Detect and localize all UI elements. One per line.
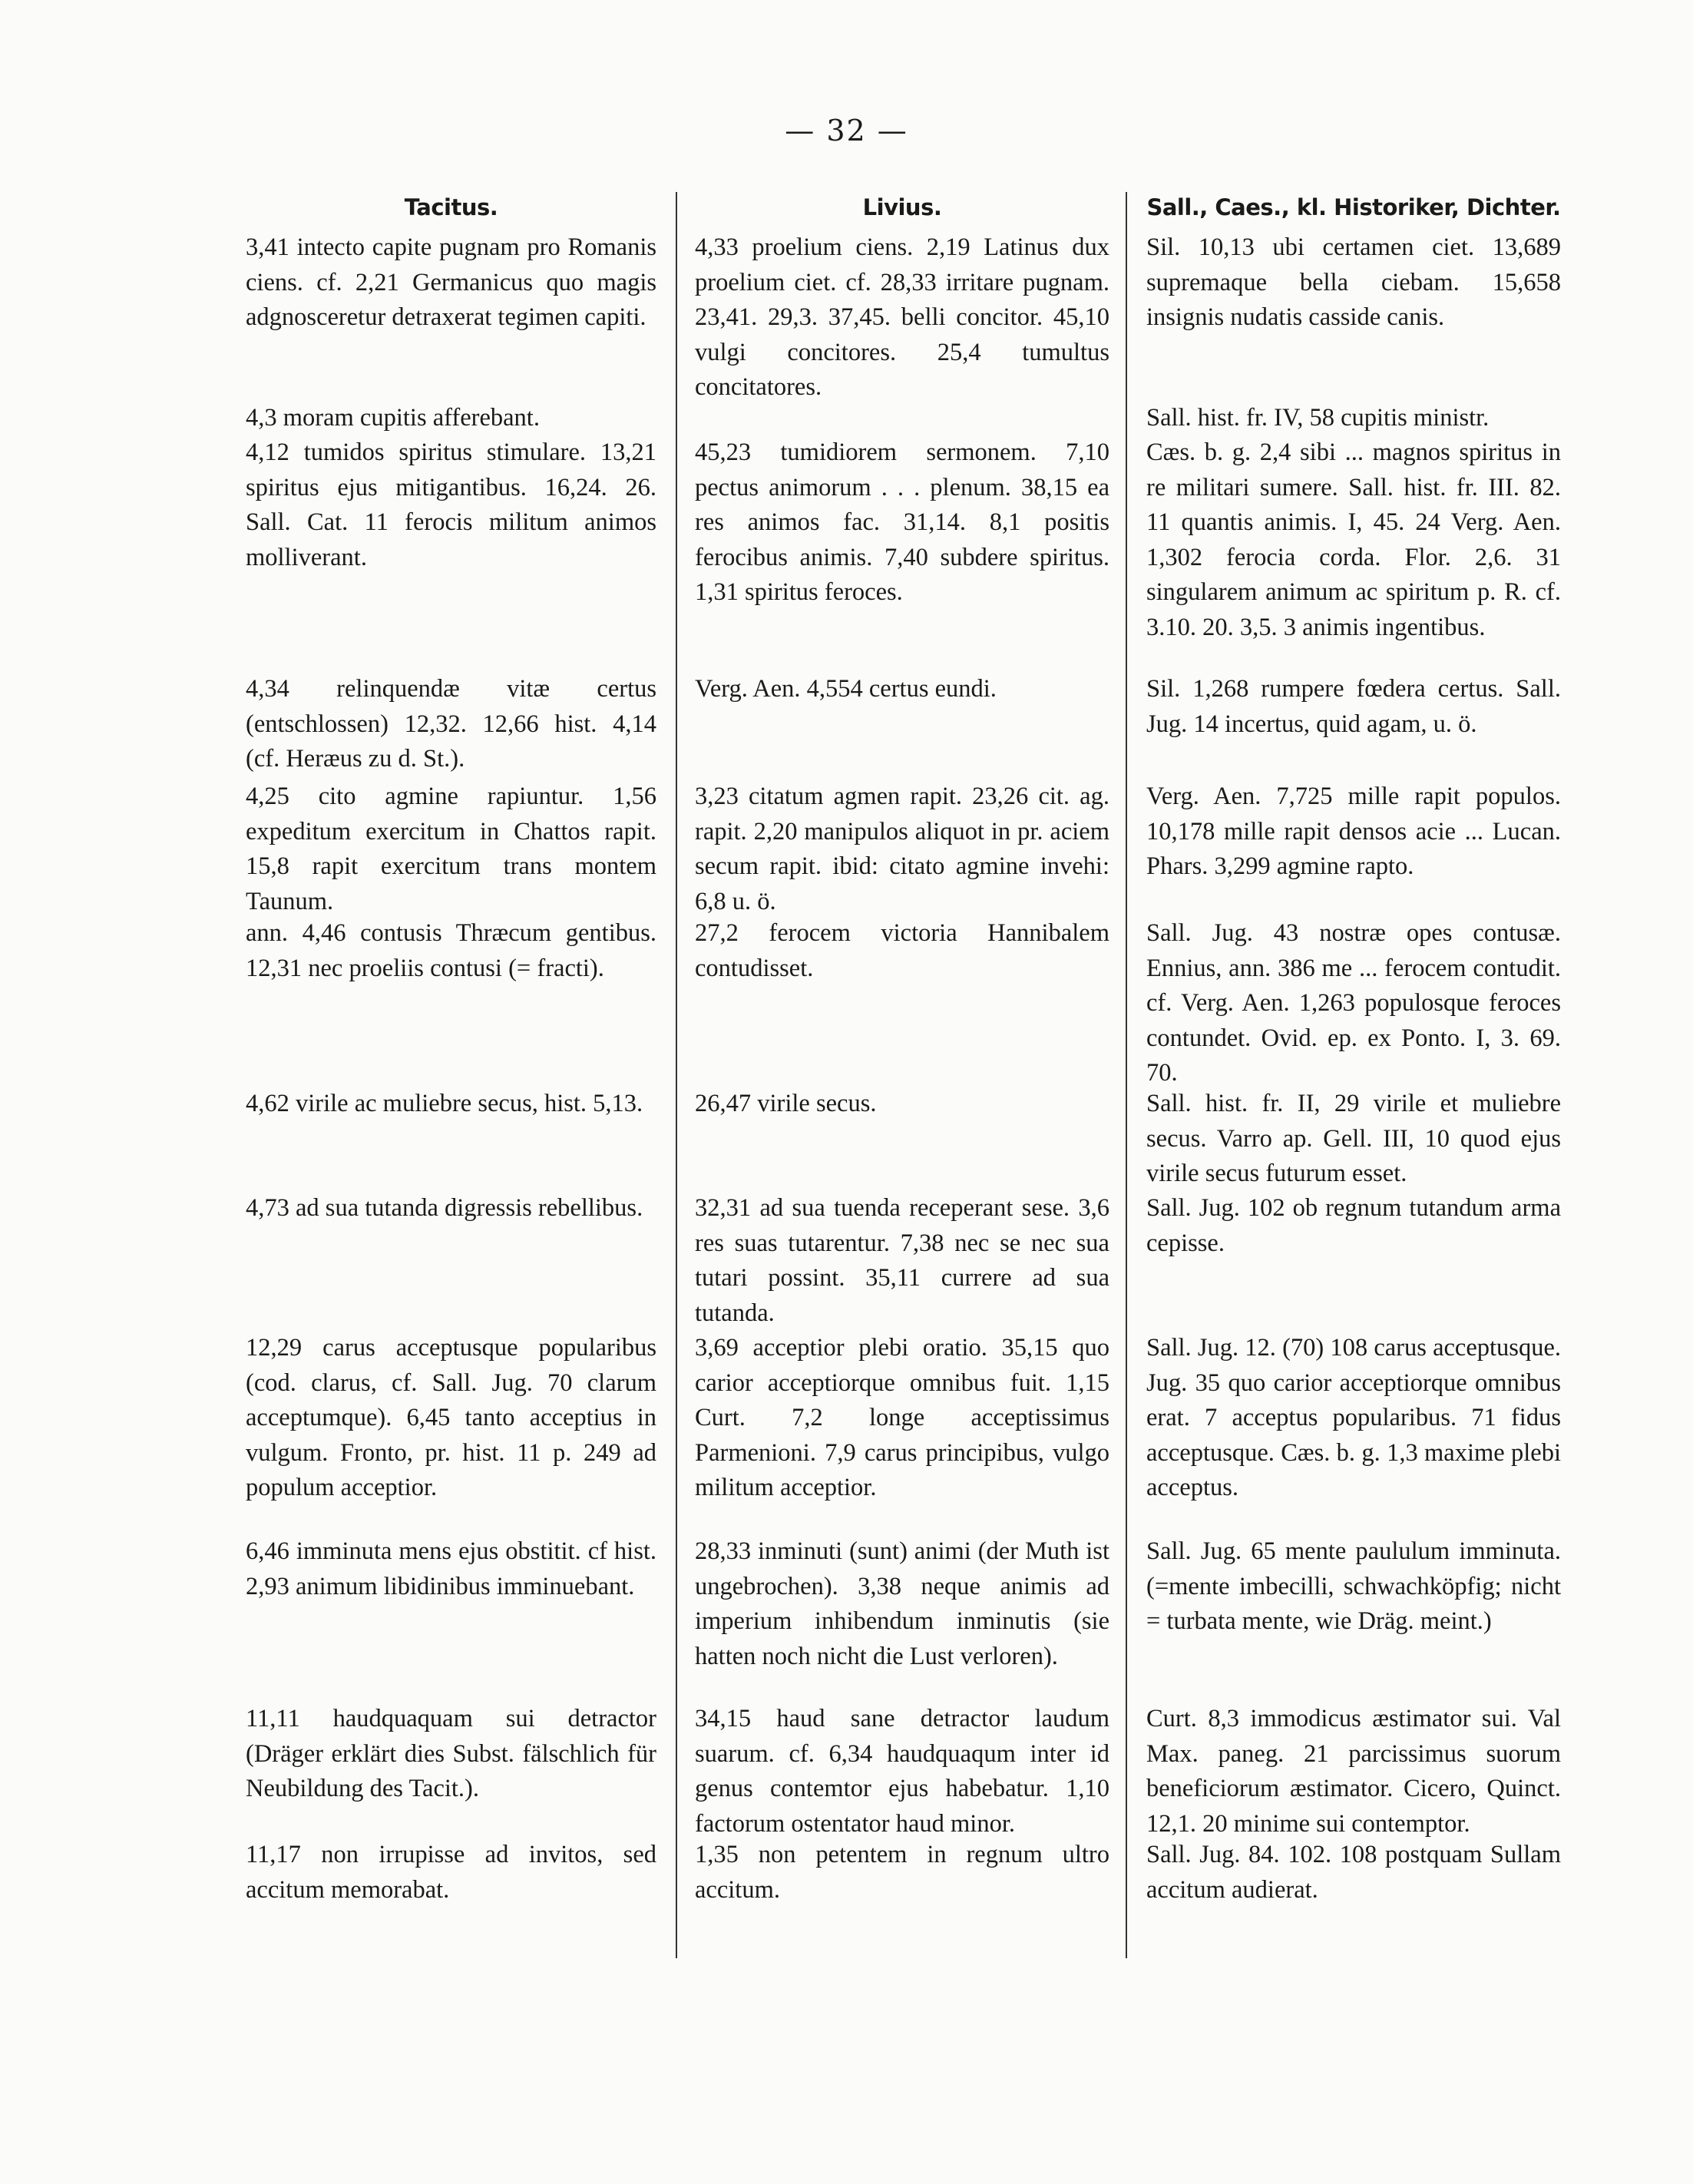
entry: Sall. hist. fr. IV, 58 cupitis ministr. xyxy=(1146,404,1490,432)
entry: 1,35 non petentem in regnum ultro accitum. xyxy=(695,1841,1109,1904)
entry: 27,2 ferocem victoria Hannibalem contudisset. xyxy=(695,919,1109,982)
entry: Sall. hist. fr. II, 29 virile et muliebre secus. Varro ap. Gell. III, 10 quod ejus virile secus futurum esset. xyxy=(1146,1090,1561,1187)
column-divider xyxy=(676,192,677,1958)
column-heading: Tacitus. xyxy=(404,194,498,220)
entry: 34,15 haud sane detractor laudum suarum. cf. 6,34 haudquaqum inter id genus contemtor ejus habebatur. 1,10 factorum ostentator haud minor. xyxy=(695,1705,1109,1838)
entry: 32,31 ad sua tuenda receperant sese. 3,6 res suas tutarentur. 7,38 nec se nec sua tutari possint. 35,11 currere ad sua tutanda. xyxy=(695,1194,1109,1327)
column-heading: Livius. xyxy=(862,194,942,220)
column-heading: Sall., Caes., kl. Historiker, Dichter. xyxy=(1146,194,1561,220)
entry: Verg. Aen. 4,554 certus eundi. xyxy=(695,675,997,703)
entry: Sall. Jug. 65 mente paululum imminuta.(=mente imbecilli, schwachköpfig; nicht = turbata mente, wie Dräg. meint.) xyxy=(1146,1537,1561,1635)
entry: 4,25 cito agmine rapiuntur. 1,56 expeditum exercitum in Chattos rapit. 15,8 rapit exercitum trans montem Taunum. xyxy=(246,783,656,915)
entry: 11,11 haudquaquam sui detractor (Dräger erklärt dies Subst. fälschlich für Neubildung des Tacit.). xyxy=(246,1705,656,1802)
entry: 3,69 acceptior plebi oratio. 35,15 quo carior acceptiorque omnibus fuit. 1,15 Curt. 7,2 longe acceptissimus Parmenioni. 7,9 carus principibus, vulgo militum acceptior. xyxy=(695,1334,1109,1501)
column-divider xyxy=(1126,192,1127,1958)
entry: Cæs. b. g. 2,4 sibi ... magnos spiritus in re militari sumere. Sall. hist. fr. III. 82. 11 quantis animis. I, 45. 24 Verg. Aen. 1,302 ferocia corda. Flor. 2,6. 31 singularem animum ac spiritum p. R. cf. 3.10. 20. 3,5. 3 animis ingentibus. xyxy=(1146,438,1561,641)
entry: Sall. Jug. 12. (70) 108 carus acceptusque. Jug. 35 quo carior acceptiorque omnibus erat. 7 acceptus popularibus. 71 fidus acceptusque. Cæs. b. g. 1,3 maxime plebi acceptus. xyxy=(1146,1334,1561,1501)
entry: 28,33 inminuti (sunt) animi (der Muth ist ungebrochen). 3,38 neque animis ad imperium inhibendum inminutis (sie hatten noch nicht die Lust verloren). xyxy=(695,1537,1109,1670)
entry: 4,34 relinquendæ vitæ certus (entschlossen) 12,32. 12,66 hist. 4,14 (cf. Heræus zu d. St.). xyxy=(246,675,656,773)
entry: 4,73 ad sua tutanda digressis rebellibus. xyxy=(246,1194,643,1222)
column-livius xyxy=(695,190,1109,1904)
entry: 26,47 virile secus. xyxy=(695,1090,877,1117)
entry: 11,17 non irrupisse ad invitos, sed accitum memorabat. xyxy=(246,1841,656,1904)
entry: Sall. Jug. 84. 102. 108 postquam Sullam accitum audierat. xyxy=(1146,1841,1561,1904)
column-sallust-caesar-historians-poets xyxy=(1146,190,1561,1904)
entry: Sall. Jug. 102 ob regnum tutandum arma cepisse. xyxy=(1146,1194,1561,1257)
entry: 4,3 moram cupitis afferebant. xyxy=(246,404,540,432)
entry: Sall. Jug. 43 nostræ opes contusæ. Ennius, ann. 386 me ... ferocem contudit. cf. Verg. Aen. 1,263 populosque feroces contundet. Ovid. ep. ex Ponto. I, 3. 69. 70. xyxy=(1146,919,1561,1087)
entry: Verg. Aen. 7,725 mille rapit populos. 10,178 mille rapit densos acie ... Lucan. Phars. 3,299 agmine rapto. xyxy=(1146,783,1561,880)
entry: 3,23 citatum agmen rapit. 23,26 cit. ag. rapit. 2,20 manipulos aliquot in pr. aciem secum rapit. ibid: citato agmine invehi: 6,8 u. ö. xyxy=(695,783,1109,915)
entry: 3,41 intecto capite pugnam pro Romanis ciens. cf. 2,21 Germanicus quo magis adgnosceretur detraxerat tegimen capiti. xyxy=(246,233,656,331)
entry: 4,12 tumidos spiritus stimulare. 13,21 spiritus ejus mitigantibus. 16,24. 26. Sall. Cat. 11 ferocis militum animos molliverant. xyxy=(246,438,656,571)
entry: Sil. 10,13 ubi certamen ciet. 13,689 supremaque bella ciebam. 15,658 insignis nudatis casside canis. xyxy=(1146,233,1561,331)
column-tacitus xyxy=(246,190,656,1904)
entry: 45,23 tumidiorem sermonem. 7,10 pectus animorum . . . plenum. 38,15 ea res animos fac. 31,14. 8,1 positis ferocibus animis. 7,40 subdere spiritus. 1,31 spiritus feroces. xyxy=(695,438,1109,606)
entry: 6,46 imminuta mens ejus obstitit. cf hist. 2,93 animum libidinibus imminuebant. xyxy=(246,1537,656,1600)
entry: Sil. 1,268 rumpere fœdera certus. Sall. Jug. 14 incertus, quid agam, u. ö. xyxy=(1146,675,1561,738)
entry: 4,62 virile ac muliebre secus, hist. 5,13. xyxy=(246,1090,643,1117)
entry: 12,29 carus acceptusque popularibus (cod. clarus, cf. Sall. Jug. 70 clarum acceptumque). 6,45 tanto acceptius in vulgum. Fronto, pr. hist. 11 p. 249 ad populum acceptior. xyxy=(246,1334,656,1501)
entry: 4,33 proelium ciens. 2,19 Latinus dux proelium ciet. cf. 28,33 irritare pugnam. 23,41. 29,3. 37,45. belli concitor. 45,10 vulgi concitores. 25,4 tumultus concitatores. xyxy=(695,233,1109,401)
entry: ann. 4,46 contusis Thræcum gentibus. 12,31 nec proeliis contusi (= fracti). xyxy=(246,919,656,982)
page-number: — 32 — xyxy=(785,114,908,147)
entry: Curt. 8,3 immodicus æstimator sui. Val Max. paneg. 21 parcissimus suorum beneficiorum æstimator. Cicero, Quinct. 12,1. 20 minime sui contemptor. xyxy=(1146,1705,1561,1838)
